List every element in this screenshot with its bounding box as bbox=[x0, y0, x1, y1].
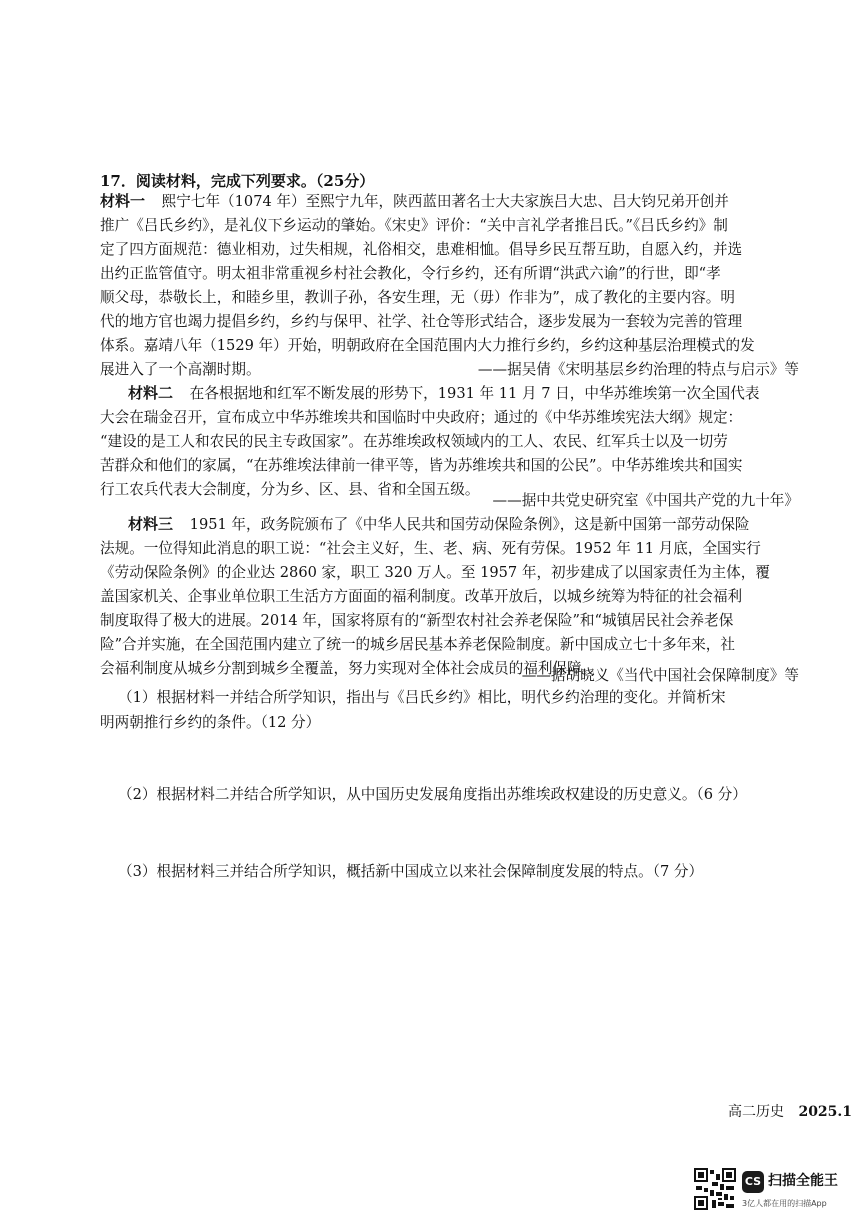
material-1 bbox=[100, 189, 802, 382]
material-3-line: 险”合并实施，在全国范围内建立了统一的城乡居民基本养老保险制度。新中国成立七十多年来，社 bbox=[100, 636, 735, 653]
scanner-app-name: 扫描全能王 bbox=[768, 1173, 838, 1189]
material-3-line: 制度取得了极大的进展。2014 年，国家将原有的“新型农村社会养老保险”和“城镇居民社会养老保 bbox=[100, 612, 734, 629]
material-1-line: 材料一 熙宁七年（1074 年）至熙宁九年，陕西蓝田著名士大夫家族吕大忠、吕大钧兄弟开创并 bbox=[100, 192, 729, 210]
material-3-line: 盖国家机关、企事业单位职工生活方方面面的福利制度。改革开放后，以城乡统筹为特征的社会福利 bbox=[100, 588, 743, 605]
material-3-line: 材料三 1951 年，政务院颁布了《中华人民共和国劳动保险条例》，这是新中国第一部劳动保险 bbox=[128, 515, 750, 533]
material-1-source: ——据吴倩《宋明基层乡约治理的特点与启示》等 bbox=[477, 361, 799, 378]
material-2-source: ——据中共党史研究室《中国共产党的九十年》 bbox=[492, 492, 799, 509]
qr-code-icon bbox=[694, 1168, 736, 1210]
material-2-line: 材料二 在各根据地和红军不断发展的形势下，1931 年 11 月 7 日，中华苏维埃第一次全国代表 bbox=[128, 384, 760, 402]
question-3: （3）根据材料三并结合所学知识，概括新中国成立以来社会保障制度发展的特点。（7 分） bbox=[118, 863, 704, 880]
footer-code: 2025.1 bbox=[798, 1104, 853, 1120]
question-1 bbox=[100, 685, 808, 735]
material-1-label: 材料一 bbox=[100, 192, 146, 210]
scanner-tagline: 3亿人都在用的扫描App bbox=[742, 1199, 827, 1208]
material-1-line: 出约正监管值守。明太祖非常重视乡村社会教化，令行乡约，还有所谓“洪武六谕”的行世，即“孝 bbox=[100, 265, 721, 282]
material-2 bbox=[100, 381, 802, 502]
material-1-line: 推广《吕氏乡约》，是礼仪下乡运动的肇始。《宋史》评价：“关中言礼学者推吕氏。”《吕氏乡约》制 bbox=[100, 217, 728, 234]
material-2-label: 材料二 bbox=[128, 384, 174, 402]
material-2-line: “建设的是工人和农民的民主专政国家”。在苏维埃政权领域内的工人、农民、红军兵士以及一切劳 bbox=[100, 433, 728, 450]
footer-subject: 高二历史 bbox=[728, 1104, 784, 1120]
material-2-line: 苦群众和他们的家属，“在苏维埃法律前一律平等，皆为苏维埃共和国的公民”。中华苏维埃共和国实 bbox=[100, 457, 743, 474]
material-1-line: 代的地方官也竭力提倡乡约，乡约与保甲、社学、社仓等形式结合，逐步发展为一套较为完善的管理 bbox=[100, 313, 743, 330]
material-3-label: 材料三 bbox=[128, 515, 174, 533]
material-2-line: 大会在瑞金召开，宣布成立中华苏维埃共和国临时中央政府；通过的《中华苏维埃宪法大纲》规定： bbox=[100, 409, 743, 426]
scanner-watermark bbox=[694, 1168, 854, 1214]
material-3-line: 会福利制度从城乡分割到城乡全覆盖，努力实现对全体社会成员的福利保障。 bbox=[100, 660, 597, 677]
question-2: （2）根据材料二并结合所学知识，从中国历史发展角度指出苏维埃政权建设的历史意义。（6 分） bbox=[118, 786, 747, 803]
question-1-line: （1）根据材料一并结合所学知识，指出与《吕氏乡约》相比，明代乡约治理的变化。并简析宋 bbox=[118, 689, 726, 706]
material-1-line: 顺父母，恭敬长上，和睦乡里，教训子孙，各安生理，无（毋）作非为”，成了教化的主要内容。明 bbox=[100, 289, 735, 306]
page-footer bbox=[728, 1101, 852, 1121]
material-3-line: 法规。一位得知此消息的职工说：“社会主义好，生、老、病、死有劳保。1952 年 11 月底，全国实行 bbox=[100, 540, 761, 557]
material-3 bbox=[100, 512, 802, 681]
material-2-line: 行工农兵代表大会制度，分为乡、区、县、省和全国五级。 bbox=[100, 481, 480, 498]
material-3-source: ——据胡晓义《当代中国社会保障制度》等 bbox=[521, 667, 799, 684]
question-header: 17．阅读材料，完成下列要求。（25分） bbox=[100, 172, 375, 190]
camscanner-logo: CS bbox=[742, 1171, 764, 1193]
material-1-line: 体系。嘉靖八年（1529 年）开始，明朝政府在全国范围内大力推行乡约，乡约这种基层治理模式的发 bbox=[100, 337, 755, 354]
material-1-line: 定了四方面规范：德业相劝，过失相规，礼俗相交，患难相恤。倡导乡民互帮互助，自愿入约，并选 bbox=[100, 241, 743, 258]
material-1-line: 展进入了一个高潮时期。 bbox=[100, 361, 261, 378]
material-3-line: 《劳动保险条例》的企业达 2860 家，职工 320 万人。至 1957 年，初步建成了以国家责任为主体，覆 bbox=[100, 564, 770, 581]
question-1-line: 明两朝推行乡约的条件。（12 分） bbox=[100, 714, 321, 731]
